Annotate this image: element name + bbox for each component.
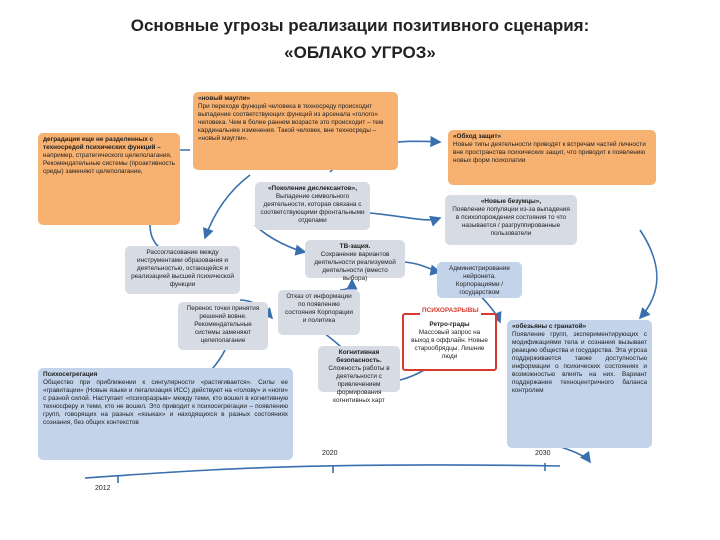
box-title: Психосегрегация — [43, 371, 98, 378]
box-body: Сохранение вариантов деятельности реализуемой деятельности (вместо выбора) — [314, 251, 396, 282]
box-body: Появление групп, экспериментирующих с модификациями тела и сознания вызывает реакцию общества и государства. Эта угроза поддерживается также доступностью информации о психических состояниях и возможностью влиять на них. Вариант поддержания техноцентричного баланса контролем — [512, 331, 647, 394]
box-body: например, стратегического целеполагания, Рекомендательные системы (проактивность среды) заменяют целеполагание, — [43, 152, 175, 175]
box-body: Появление популяции из-за выпадения в психопорождения состояния то что называется / разгруппированные пользователи — [452, 206, 570, 237]
box-title: «новый маугли» — [198, 95, 251, 102]
box-title: ТВ-зация. — [339, 243, 371, 250]
box-tv-zation — [305, 240, 405, 282]
page-title-line1: Основные угрозы реализации позитивного сценария: — [130, 16, 590, 35]
timeline-label-2030: 2030 — [535, 450, 551, 457]
page-title-line2: «ОБЛАКО УГРОЗ» — [284, 43, 436, 62]
box-mismatch — [125, 246, 240, 294]
box-title: Когнитивная безопасность. — [336, 349, 382, 364]
box-body: Сложность работы в деятельности с привлечением формирования когнитивных карт — [328, 365, 390, 404]
box-segregation — [38, 368, 293, 460]
box-body: Отказ от информации по появлению состояния Корпорации и политика — [285, 293, 353, 324]
box-body: Перенос точки принятия решений вовне. Рекомендательные системы заменяют целеполагание — [186, 305, 260, 344]
box-admin — [437, 262, 522, 298]
box-bypass — [448, 130, 656, 185]
arrow — [205, 175, 250, 238]
box-title: «обезьяны с гранатой» — [512, 323, 587, 330]
box-title: Ретро-грады — [429, 321, 470, 328]
box-info-refusal — [278, 290, 360, 335]
box-cognitive — [318, 346, 400, 404]
arrow — [400, 262, 440, 272]
box-title: деградация еще не разделенных с техносредой психических функций – — [43, 136, 161, 151]
box-new-mowgli — [193, 92, 398, 170]
box-decision-transfer — [178, 302, 268, 350]
timeline-axis — [85, 465, 560, 478]
box-body: Общество при приближении к сингулярности «растягивается». Силы ее «гравитации» (Новые языки и легализация ИСС) действуют на «голову» и «ноги» с разной силой. Наступает «психоразрыв» между теми, кто вошел в когнитивную техносферу и теми, кто не вошел. Это приводит к психосегрегации – появлению групп, говорящих на разных «языках» и находящихся в разных состояниях сознания, без общих контекстов — [43, 379, 288, 426]
box-body: Новые типы деятельности приводят к встречам частей личности вне пространства психических защит, что приводит к появлению новых форм психопатии — [453, 141, 646, 164]
box-title: «Обход защит» — [453, 133, 502, 140]
box-body: Рассогласование между инструментами образования и деятельностью, остающейся и реализацией высшей психической функции — [131, 249, 234, 288]
box-title: «Поколение дислексантов», — [268, 185, 357, 192]
box-body: При переходе функций человека в техносреду происходит выпадение соответствующих функций из арсенала «голого» человека. Чем в более раннем возрасте это происходит – тем кардинальнее изменения. Такой человек, вне техносреды – «новый маугли». — [198, 103, 384, 142]
box-new-madness — [445, 195, 577, 245]
timeline-label-2012: 2012 — [95, 485, 111, 492]
timeline-label-2020: 2020 — [322, 450, 338, 457]
box-title: «Новые безумцы», — [480, 198, 542, 205]
box-generation — [255, 182, 370, 230]
box-degradation — [38, 133, 180, 225]
box-retro-grades — [402, 313, 497, 371]
arrow — [640, 230, 657, 318]
box-body: Выпадение символьного деятельности, которая связана с соответствующими фронтальными отделами — [260, 193, 365, 224]
box-body: Администрирование нейронета. Корпорациями / государством — [449, 265, 510, 296]
psycho-gaps-label: ПСИХОРАЗРЫВЫ — [422, 307, 479, 314]
box-body: Массовый запрос на выход в оффлайн. Новые старообрядцы. Лишние люди — [411, 329, 488, 360]
box-monkeys — [507, 320, 652, 448]
